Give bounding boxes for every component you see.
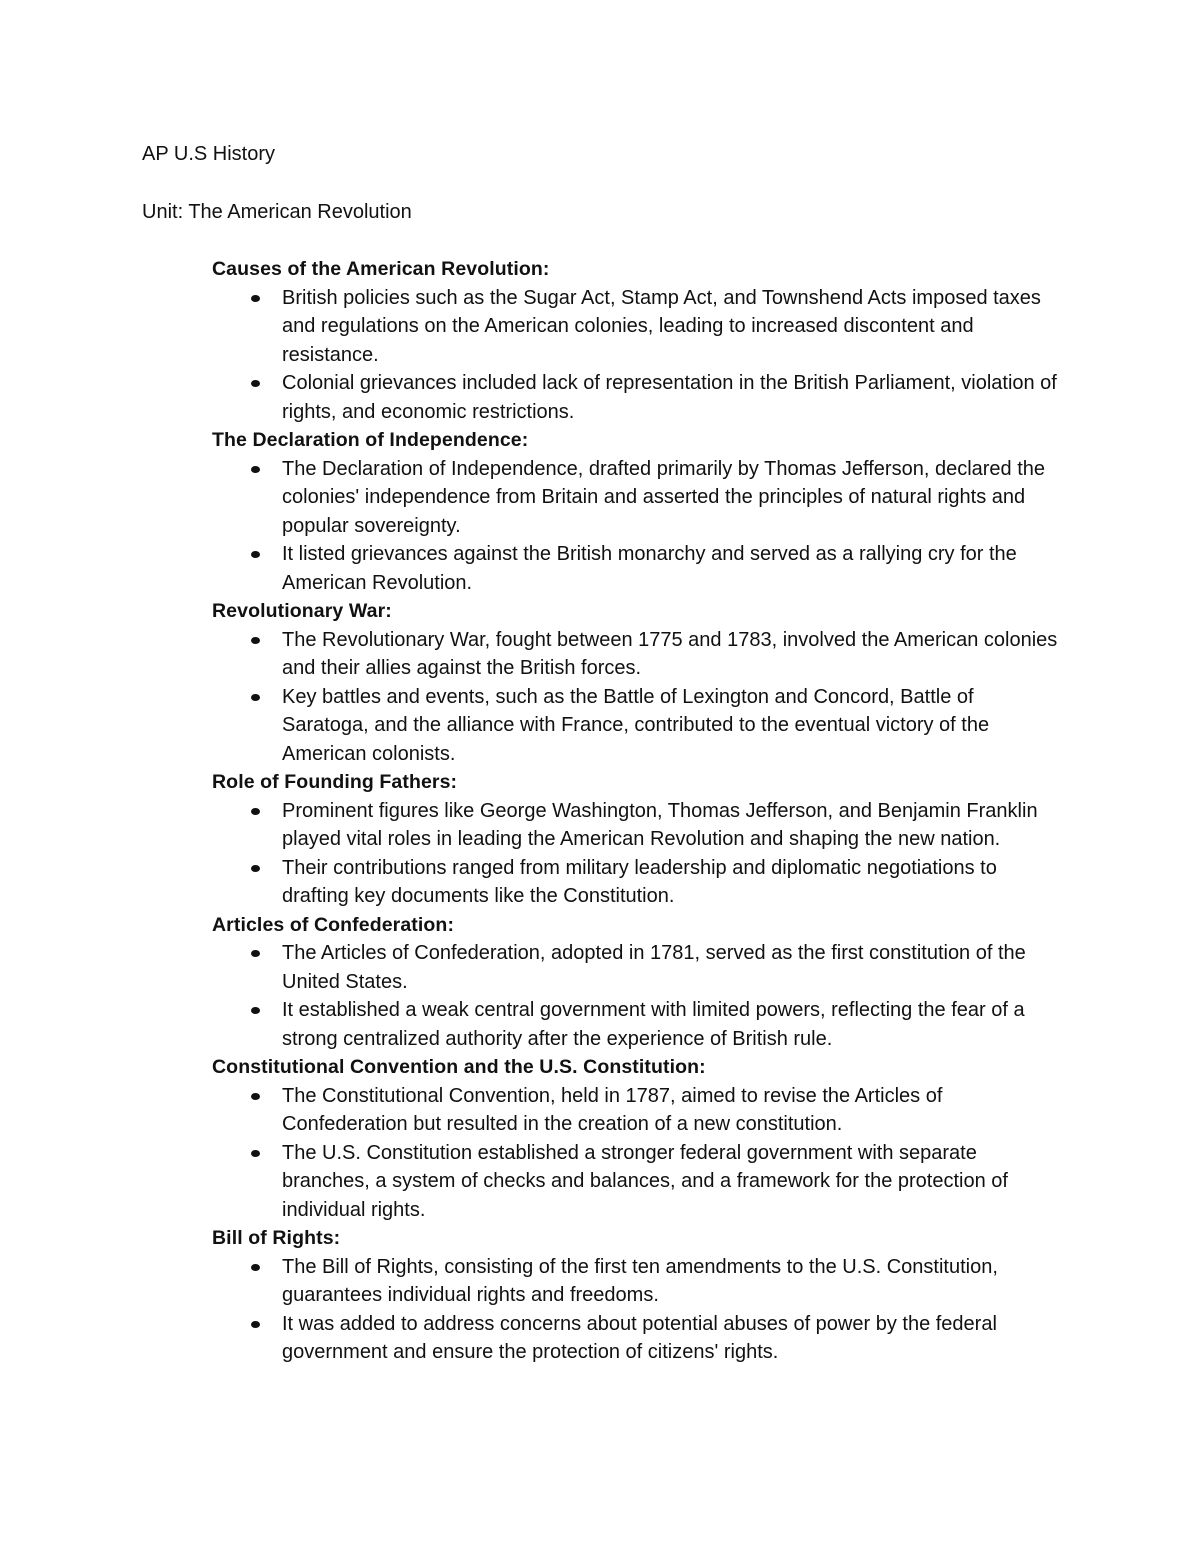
list-item bbox=[212, 797, 1062, 854]
bullet-list bbox=[212, 626, 1072, 769]
section-revolutionary-war bbox=[212, 597, 1072, 768]
list-item bbox=[212, 1082, 1062, 1139]
bullet-icon bbox=[251, 637, 260, 644]
list-item bbox=[212, 854, 1062, 911]
bullet-icon bbox=[251, 1321, 260, 1328]
list-item bbox=[212, 284, 1062, 370]
list-item-text: The Revolutionary War, fought between 1775 and 1783, involved the American colonies and their allies against the British forces. bbox=[282, 628, 1058, 679]
bullet-icon bbox=[251, 808, 260, 815]
bullet-icon bbox=[251, 1264, 260, 1271]
bullet-icon bbox=[251, 950, 260, 957]
list-item-text: It was added to address concerns about potential abuses of power by the federal government and ensure the protection of citizens' rights. bbox=[282, 1312, 997, 1363]
section-heading: Causes of the American Revolution: bbox=[212, 258, 550, 280]
section-founding-fathers bbox=[212, 768, 1072, 911]
list-item bbox=[212, 683, 1062, 769]
list-item bbox=[212, 369, 1062, 426]
bullet-list bbox=[212, 939, 1072, 1053]
notes-content bbox=[212, 255, 1072, 1367]
bullet-icon bbox=[251, 551, 260, 558]
bullet-list bbox=[212, 284, 1072, 427]
section-heading: Articles of Confederation: bbox=[212, 913, 455, 936]
document-title: AP U.S History bbox=[142, 143, 275, 165]
list-item-text: The Declaration of Independence, drafted primarily by Thomas Jefferson, declared the colonies' independence from Britain and asserted the principles of natural rights and popular sovereignty. bbox=[282, 457, 1046, 537]
list-item-text: Key battles and events, such as the Battle of Lexington and Concord, Battle of Saratoga, and the alliance with France, contributed to the eventual victory of the American colonists. bbox=[282, 685, 990, 765]
bullet-icon bbox=[251, 1150, 260, 1157]
list-item bbox=[212, 939, 1062, 996]
section-articles bbox=[212, 911, 1072, 1054]
bullet-icon bbox=[251, 694, 260, 701]
list-item bbox=[212, 996, 1062, 1053]
list-item-text: The Articles of Confederation, adopted in 1781, served as the first constitution of the United States. bbox=[282, 942, 1026, 993]
section-heading: Bill of Rights: bbox=[212, 1227, 341, 1249]
list-item-text: The Constitutional Convention, held in 1787, aimed to revise the Articles of Confederation but resulted in the creation of a new constitution. bbox=[282, 1084, 943, 1135]
bullet-icon bbox=[251, 1093, 260, 1100]
bullet-icon bbox=[251, 1007, 260, 1014]
unit-title: Unit: The American Revolution bbox=[142, 201, 412, 223]
list-item bbox=[212, 540, 1062, 597]
list-item-text: It listed grievances against the British monarchy and served as a rallying cry for the American Revolution. bbox=[282, 543, 1017, 594]
section-heading: Role of Founding Fathers: bbox=[212, 771, 458, 793]
section-declaration bbox=[212, 426, 1072, 597]
list-item-text: Colonial grievances included lack of representation in the British Parliament, violation of rights, and economic restrictions. bbox=[282, 372, 1057, 423]
section-heading: Constitutional Convention and the U.S. Constitution: bbox=[212, 1056, 706, 1078]
bullet-icon bbox=[251, 295, 260, 302]
list-item-text: It established a weak central government with limited powers, reflecting the fear of a strong centralized authority after the experience of British rule. bbox=[282, 999, 1025, 1050]
section-bill-of-rights bbox=[212, 1224, 1072, 1367]
list-item-text: British policies such as the Sugar Act, Stamp Act, and Townshend Acts imposed taxes and regulations on the American colonies, leading to increased discontent and resistance. bbox=[282, 286, 1041, 366]
list-item bbox=[212, 626, 1062, 683]
list-item bbox=[212, 1139, 1062, 1225]
list-item bbox=[212, 1253, 1062, 1310]
list-item-text: The Bill of Rights, consisting of the first ten amendments to the U.S. Constitution, guarantees individual rights and freedoms. bbox=[282, 1255, 998, 1306]
list-item-text: Prominent figures like George Washington, Thomas Jefferson, and Benjamin Franklin played vital roles in leading the American Revolution and shaping the new nation. bbox=[282, 799, 1038, 850]
bullet-list bbox=[212, 797, 1072, 911]
list-item-text: The U.S. Constitution established a stronger federal government with separate branches, a system of checks and balances, and a framework for the protection of individual rights. bbox=[282, 1141, 1008, 1221]
section-causes bbox=[212, 255, 1072, 426]
bullet-list bbox=[212, 1082, 1072, 1225]
section-constitution bbox=[212, 1053, 1072, 1224]
list-item-text: Their contributions ranged from military leadership and diplomatic negotiations to drafting key documents like the Constitution. bbox=[282, 856, 997, 907]
section-heading: Revolutionary War: bbox=[212, 600, 392, 622]
section-heading: The Declaration of Independence: bbox=[212, 429, 529, 451]
bullet-icon bbox=[251, 380, 260, 387]
list-item bbox=[212, 1310, 1062, 1367]
bullet-icon bbox=[251, 865, 260, 872]
list-item bbox=[212, 455, 1062, 541]
bullet-list bbox=[212, 1253, 1072, 1367]
bullet-icon bbox=[251, 466, 260, 473]
bullet-list bbox=[212, 455, 1072, 598]
